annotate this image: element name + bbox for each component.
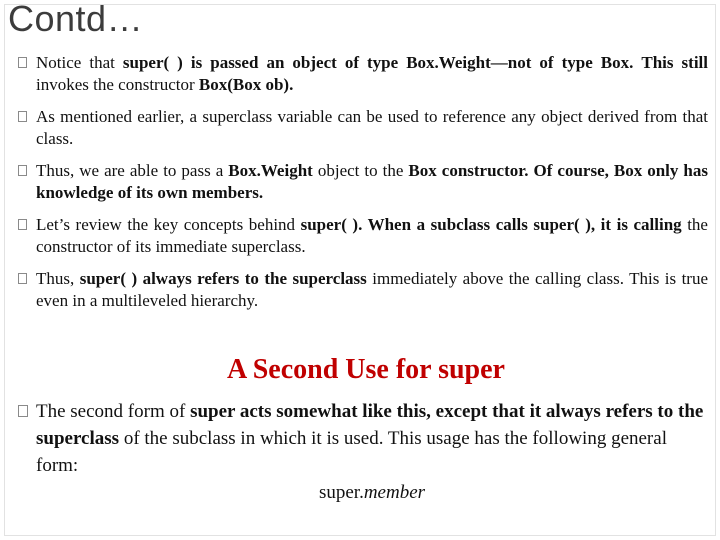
bullet-text-segment-bold: Box(Box ob). bbox=[198, 75, 294, 94]
bullet-box-icon bbox=[18, 219, 27, 230]
bullet-text-segment-bold: super( ) always refers to the superclass bbox=[79, 269, 367, 288]
bullet-text-segment-bold: super( ) is passed an object of type Box.Weight—not of type Box. bbox=[122, 53, 634, 72]
slide-title: Contd… bbox=[8, 0, 144, 39]
bullet-box-icon bbox=[18, 273, 27, 284]
code-member: member bbox=[363, 482, 426, 503]
bullet-text-segment: Notice that bbox=[36, 53, 123, 72]
section-heading: A Second Use for super bbox=[227, 354, 505, 385]
bullet-text-segment-bold: Box constructor. Of course, Box only has knowledge of its own members. bbox=[36, 161, 708, 202]
bullet-box-icon bbox=[18, 57, 27, 68]
bullet-box-icon bbox=[18, 405, 28, 417]
bullet-text-segment: immediately above the calling class. This is true even in a multileveled hierarchy. bbox=[36, 269, 709, 310]
general-form-code bbox=[0, 482, 720, 504]
paragraph-text-segment-bold: super acts somewhat like this, except that it always refers to the superclass bbox=[36, 401, 704, 449]
bullet-text-segment: the constructor of its immediate superclass. bbox=[36, 215, 708, 256]
second-form-paragraph bbox=[18, 398, 708, 479]
bullet-text-segment: object to the bbox=[312, 161, 409, 180]
bullet-text-segment: Thus, bbox=[36, 269, 80, 288]
bullet-item-1 bbox=[18, 52, 708, 96]
bullet-item-5 bbox=[18, 268, 708, 312]
bullet-box-icon bbox=[18, 165, 27, 176]
bullet-text-segment: invokes the constructor bbox=[36, 75, 199, 94]
code-prefix: super. bbox=[318, 482, 364, 503]
bullet-box-icon bbox=[18, 111, 27, 122]
paragraph-text-segment: The second form of bbox=[36, 401, 191, 422]
bullet-item-2 bbox=[18, 106, 708, 150]
bullet-text-segment: Let’s review the key concepts behind bbox=[36, 215, 301, 234]
bullet-text-segment: Thus, we are able to pass a bbox=[36, 161, 229, 180]
bullet-item-3 bbox=[18, 160, 708, 204]
bullet-text-segment-bold: This still bbox=[641, 53, 708, 72]
bullet-text-segment-bold: super( ). When a subclass calls super( ), it is calling bbox=[300, 215, 682, 234]
paragraph-text-segment: of the subclass in which it is used. This usage has the following general form: bbox=[36, 428, 667, 476]
bullet-list bbox=[18, 52, 708, 322]
bullet-text-segment: As mentioned earlier, a superclass variable can be used to reference any object derived from that class. bbox=[36, 107, 708, 148]
bullet-text-segment-bold: Box.Weight bbox=[228, 161, 313, 180]
bullet-item-4 bbox=[18, 214, 708, 258]
